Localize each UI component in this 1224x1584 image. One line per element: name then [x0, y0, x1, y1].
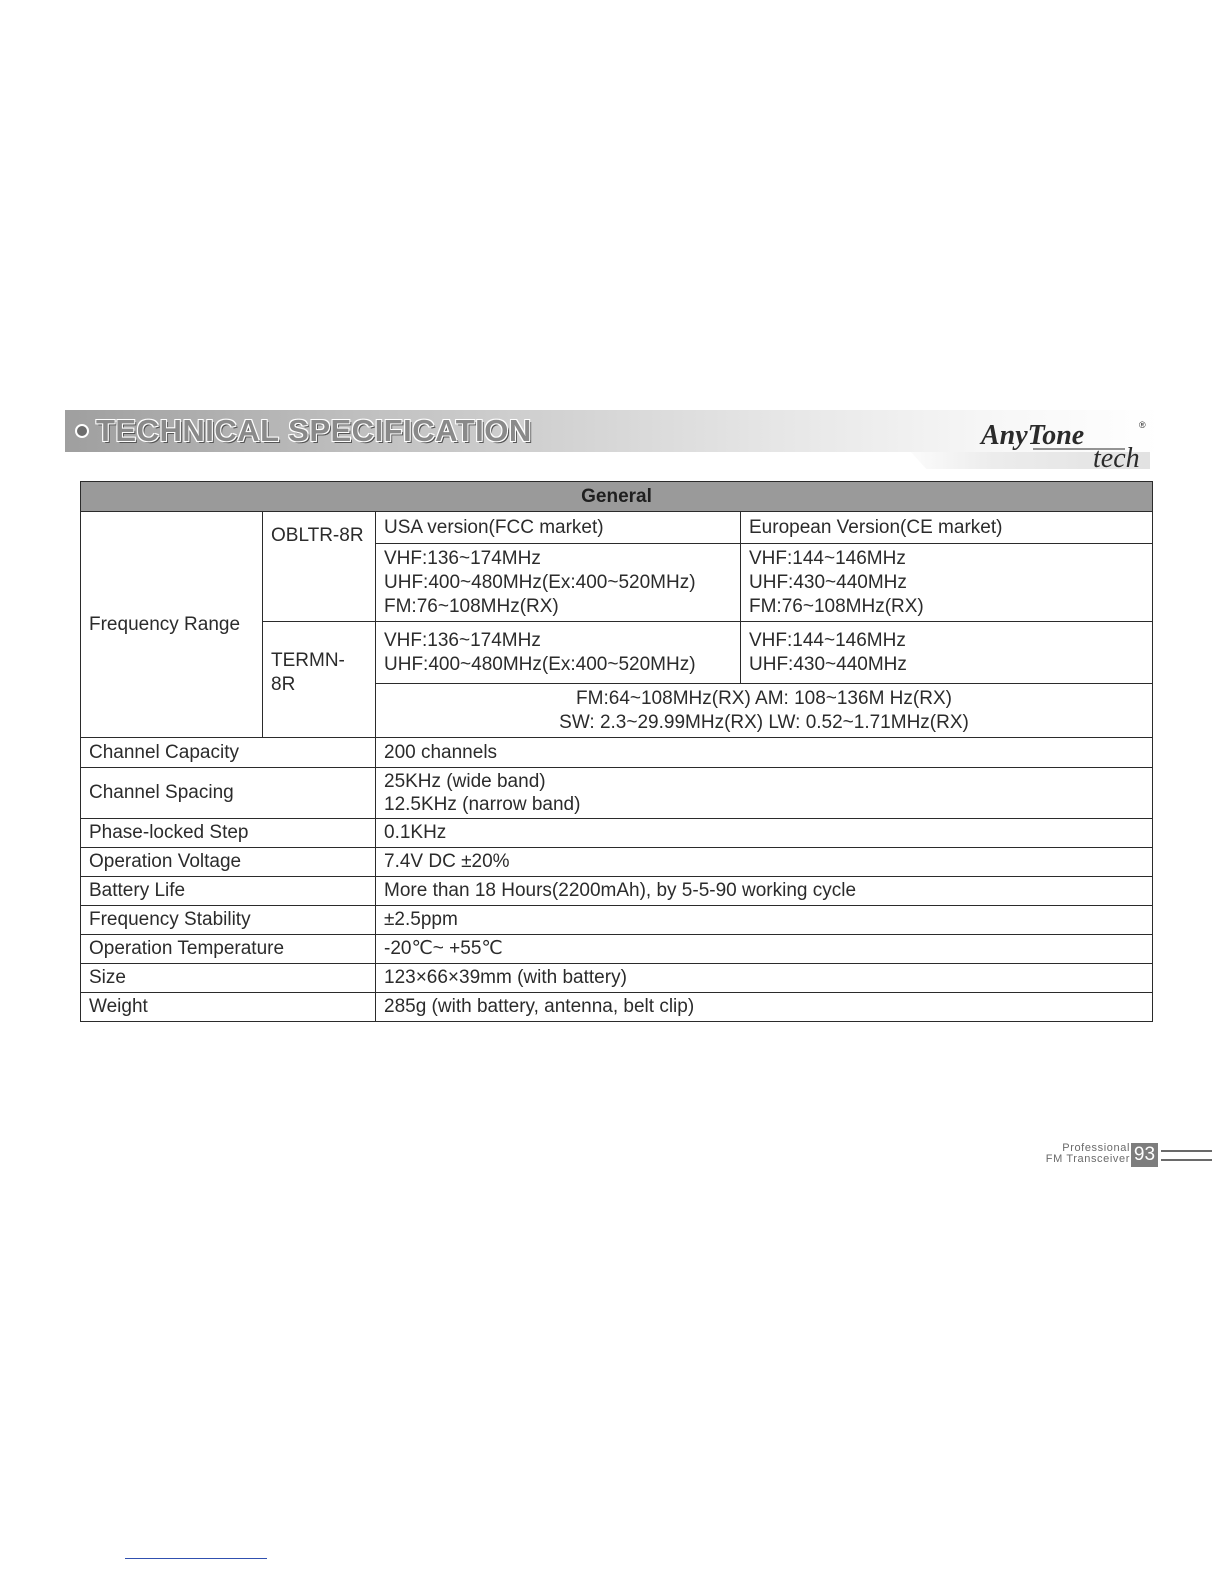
spec-value-line: 12.5KHz (narrow band) [384, 794, 581, 815]
anytone-tech-logo [975, 412, 1157, 472]
model-name: OBLTR-8R [263, 512, 376, 622]
svg-text:AnyTone: AnyTone [981, 420, 1085, 451]
spec-label: Size [81, 964, 376, 993]
model-name: TERMN-8R [263, 622, 376, 738]
spec-label: Channel Spacing [81, 768, 376, 819]
footer-caption [1000, 1143, 1130, 1165]
footer-rule [1161, 1159, 1212, 1161]
spec-label: Phase-locked Step [81, 819, 376, 848]
freq-line: VHF:136~174MHz [384, 547, 541, 569]
freq-line: UHF:400~480MHz(Ex:400~520MHz) [384, 571, 696, 593]
freq-line: UHF:400~480MHz(Ex:400~520MHz) [384, 653, 696, 675]
freq-line: SW: 2.3~29.99MHz(RX) LW: 0.52~1.71MHz(RX) [559, 711, 969, 733]
spec-label: Battery Life [81, 877, 376, 906]
bullet-icon [75, 424, 89, 438]
spec-value: More than 18 Hours(2200mAh), by 5-5-90 working cycle [376, 877, 1153, 906]
svg-text:tech: tech [1093, 443, 1140, 472]
page-number: 93 [1131, 1143, 1158, 1167]
eu-version-header: European Version(CE market) [741, 512, 1153, 544]
spec-value: 123×66×39mm (with battery) [376, 964, 1153, 993]
footer-line: FM Transceiver [1045, 1153, 1130, 1165]
termn-shared-freqs [376, 684, 1153, 738]
svg-text:®: ® [1139, 420, 1146, 430]
footer-line: Professional [1062, 1142, 1130, 1154]
spec-label: Weight [81, 993, 376, 1022]
usa-version-header: USA version(FCC market) [376, 512, 741, 544]
oblt-eu-freqs [741, 544, 1153, 622]
general-header: General [81, 482, 1153, 512]
spec-table [80, 481, 1153, 1022]
spec-value-line: 25KHz (wide band) [384, 771, 546, 792]
frequency-range-label: Frequency Range [81, 512, 263, 738]
spec-value [376, 768, 1153, 819]
spec-value: 285g (with battery, antenna, belt clip) [376, 993, 1153, 1022]
freq-line: VHF:144~146MHz [749, 629, 906, 651]
spec-value: 7.4V DC ±20% [376, 848, 1153, 877]
termn-eu-freqs [741, 622, 1153, 684]
spec-label: Operation Voltage [81, 848, 376, 877]
spec-label: Frequency Stability [81, 906, 376, 935]
spec-label: Channel Capacity [81, 738, 376, 768]
footer-rule [1161, 1150, 1212, 1152]
freq-line: VHF:144~146MHz [749, 547, 906, 569]
spec-value: 200 channels [376, 738, 1153, 768]
termn-usa-freqs [376, 622, 741, 684]
spec-value: -20℃~ +55℃ [376, 935, 1153, 964]
freq-line: UHF:430~440MHz [749, 653, 907, 675]
freq-line: FM:76~108MHz(RX) [384, 595, 559, 617]
bottom-rule [125, 1558, 267, 1559]
spec-value: ±2.5ppm [376, 906, 1153, 935]
section-title: TECHNICAL SPECIFICATION [96, 413, 532, 448]
freq-line: FM:64~108MHz(RX) AM: 108~136M Hz(RX) [576, 687, 952, 709]
freq-line: FM:76~108MHz(RX) [749, 595, 924, 617]
freq-line: UHF:430~440MHz [749, 571, 907, 593]
spec-value: 0.1KHz [376, 819, 1153, 848]
oblt-usa-freqs [376, 544, 741, 622]
spec-label: Operation Temperature [81, 935, 376, 964]
freq-line: VHF:136~174MHz [384, 629, 541, 651]
